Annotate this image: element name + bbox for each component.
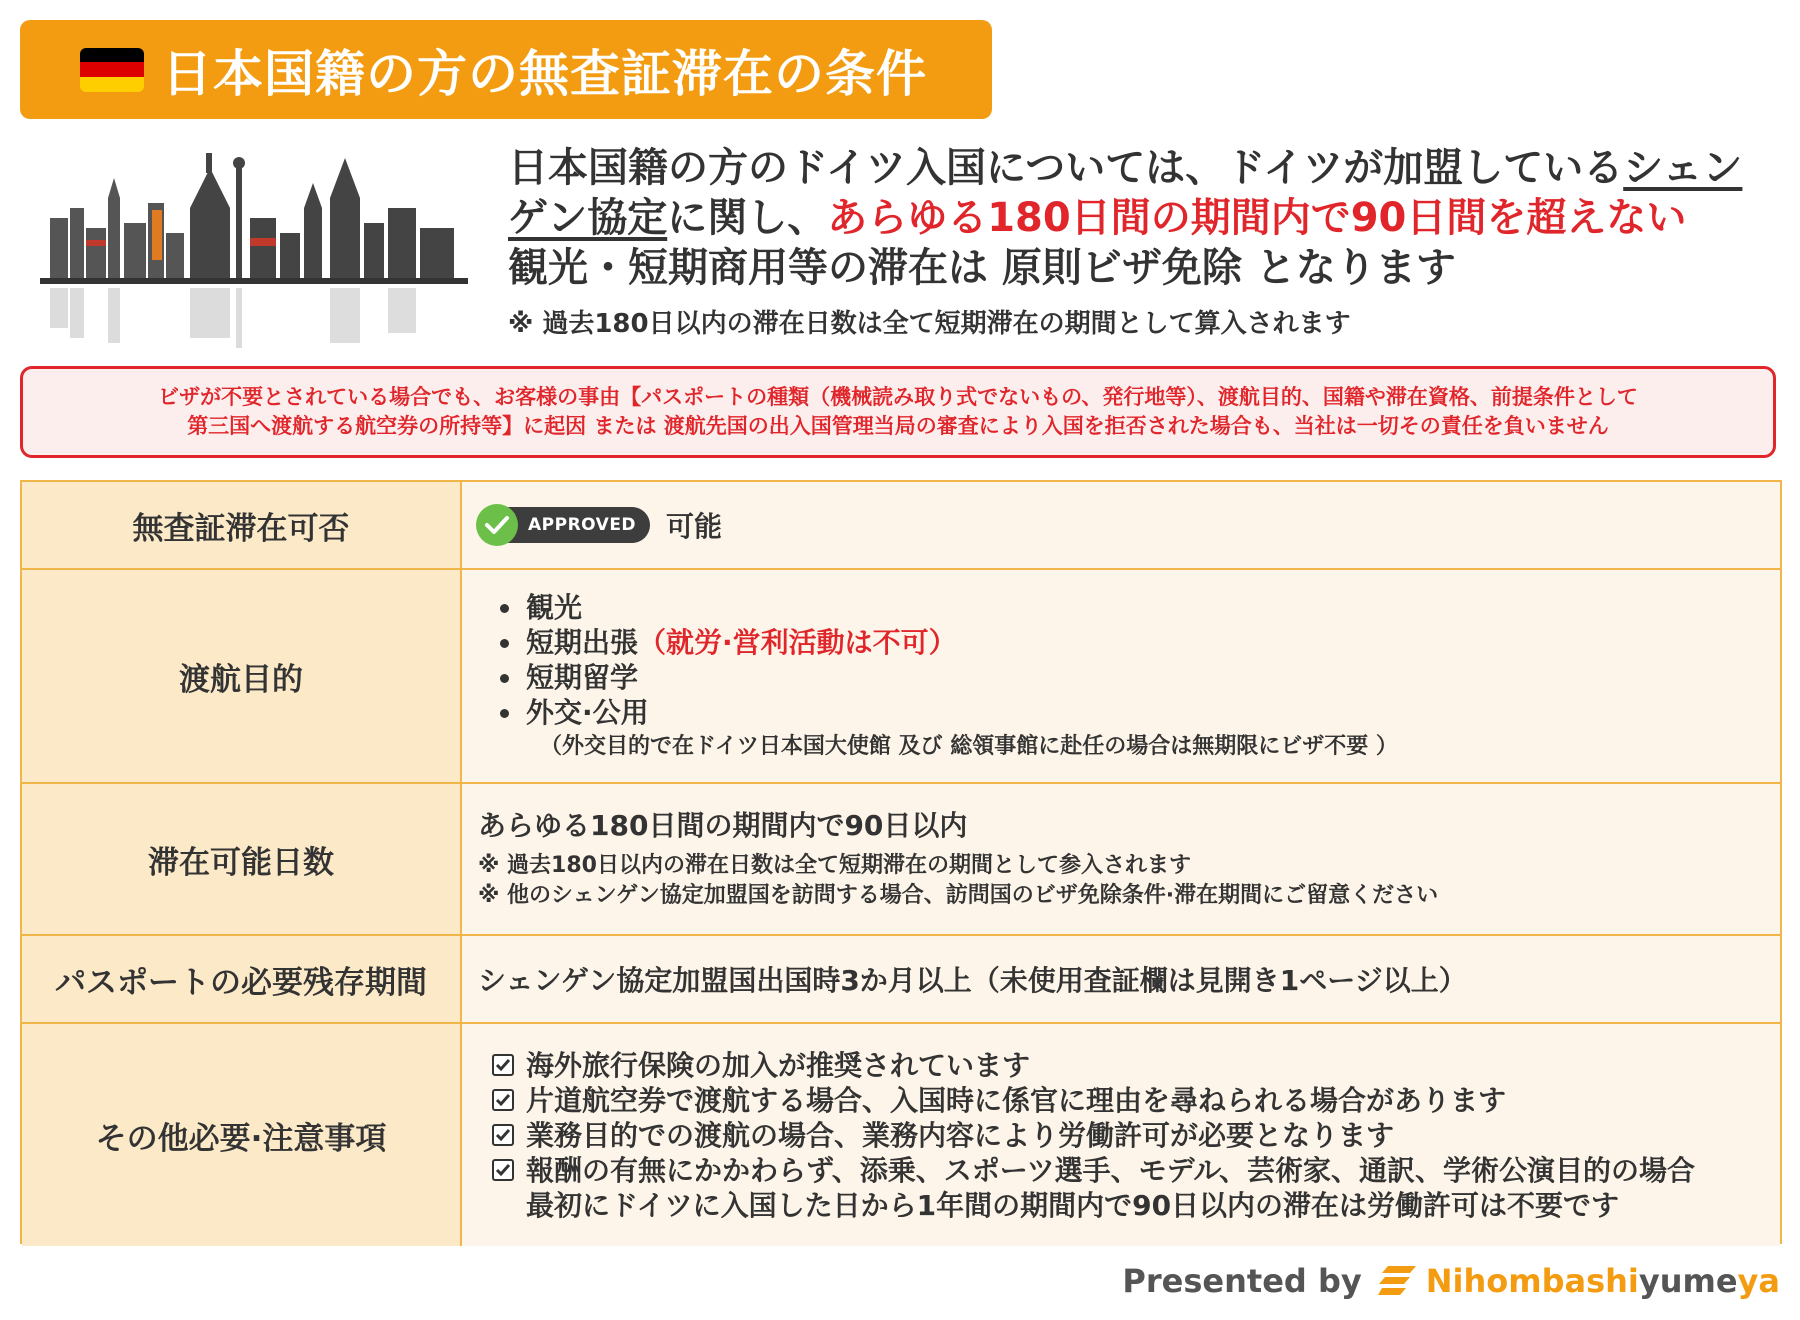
- row-value: [462, 482, 1780, 568]
- conditions-table: [20, 480, 1782, 1244]
- intro-note: ※ 過去180日以内の滞在日数は全て短期滞在の期間として算入されます: [508, 309, 1351, 339]
- checkbox-checked-icon: [492, 1054, 514, 1076]
- row-label: その他必要·注意事項: [22, 1024, 462, 1246]
- approved-badge: [478, 507, 650, 543]
- list-item: [478, 1118, 1780, 1153]
- stay-note: ※ 過去180日以内の滞在日数は全て短期滞在の期間として参入されます: [478, 853, 1191, 878]
- brand-part: Nihombashi: [1425, 1262, 1639, 1300]
- germany-flag-icon: [80, 48, 144, 92]
- intro-text: に関し、: [667, 195, 828, 241]
- disclaimer-box: [20, 366, 1776, 458]
- notes-checklist: [478, 1048, 1780, 1223]
- list-item: [478, 1188, 1780, 1223]
- note-text: 海外旅行保険の加入が推奨されています: [526, 1048, 1031, 1082]
- table-row-purpose: [22, 570, 1780, 784]
- city-skyline-illustration: [40, 138, 468, 350]
- row-value: [462, 1024, 1780, 1246]
- list-item: [478, 625, 1780, 660]
- checkbox-checked-icon: [492, 1089, 514, 1111]
- list-item: [478, 1048, 1780, 1083]
- intro-highlight: あらゆる180日間の期間内で90日間を超えない: [827, 195, 1687, 241]
- disclaimer-text: [158, 383, 1638, 441]
- list-item: [478, 695, 1780, 730]
- checkbox-checked-icon: [492, 1159, 514, 1181]
- note-text: 報酬の有無にかかわらず、添乗、スポーツ選手、モデル、芸術家、通訳、学術公演目的の場合: [526, 1153, 1696, 1187]
- row-label: 滞在可能日数: [22, 784, 462, 934]
- table-row-other: [22, 1024, 1780, 1246]
- disclaimer-line: 第三国へ渡航する航空券の所持等】に起因 または 渡航先国の出入国管理当局の審査により入国を拒否された場合も、当社は一切その責任を負いません: [187, 414, 1609, 438]
- purpose-text: 観光: [526, 591, 583, 624]
- note-continuation: 最初にドイツに入国した日から1年間の期間内で90日以内の滞在は労働許可は不要です: [526, 1188, 1620, 1222]
- table-row-stay-days: [22, 784, 1780, 936]
- check-circle-icon: [476, 504, 518, 546]
- purpose-text: 短期出張: [526, 626, 639, 659]
- intro-text: 日本国籍の方のドイツ入国については、ドイツが加盟している: [508, 145, 1624, 191]
- table-row-passport: [22, 936, 1780, 1024]
- presented-by-label: Presented by: [1122, 1262, 1362, 1300]
- checkbox-checked-icon: [492, 1124, 514, 1146]
- row-value: [462, 570, 1780, 782]
- note-text: 業務目的での渡航の場合、業務内容により労働許可が必要となります: [526, 1118, 1395, 1152]
- row-value: [462, 936, 1780, 1022]
- stay-days-value: あらゆる180日間の期間内で90日以内: [478, 809, 968, 842]
- brand-logo-icon: [1378, 1266, 1416, 1296]
- diplomatic-note: （外交目的で在ドイツ日本国大使館 及び 総領事館に赴任の場合は無期限にビザ不要 ）: [540, 734, 1398, 759]
- schengen-link-text: シェンゲン協定: [508, 145, 1743, 241]
- row-label: パスポートの必要残存期間: [22, 936, 462, 1022]
- list-item: [478, 590, 1780, 625]
- list-item: [478, 1083, 1780, 1118]
- purpose-note: （就労·営利活動は不可）: [638, 626, 957, 659]
- intro-text: 観光・短期商用等の滞在は 原則ビザ免除 となります: [508, 245, 1456, 291]
- page-title: 日本国籍の方の無査証滞在の条件: [162, 44, 927, 103]
- title-banner: [20, 20, 992, 119]
- brand-part: ya: [1737, 1262, 1780, 1300]
- approved-label: APPROVED: [528, 515, 637, 535]
- footer-credit: [1122, 1262, 1780, 1300]
- stay-note: ※ 他のシェンゲン協定加盟国を訪問する場合、訪問国のビザ免除条件·滞在期間にご留意ください: [478, 883, 1439, 908]
- passport-value: シェンゲン協定加盟国出国時3か月以上（未使用査証欄は見開き1ページ以上）: [478, 964, 1467, 997]
- visa-free-value: 可能: [666, 510, 723, 543]
- row-label: 渡航目的: [22, 570, 462, 782]
- row-value: [462, 784, 1780, 934]
- brand-name: [1426, 1262, 1780, 1300]
- intro-paragraph: [508, 143, 1780, 293]
- list-item: [478, 660, 1780, 695]
- purpose-list: [478, 590, 1780, 730]
- purpose-text: 短期留学: [526, 661, 639, 694]
- purpose-text: 外交·公用: [526, 696, 649, 729]
- list-item: [478, 1153, 1780, 1188]
- brand-part: yume: [1638, 1262, 1738, 1300]
- row-label: 無査証滞在可否: [22, 482, 462, 568]
- disclaimer-line: ビザが不要とされている場合でも、お客様の事由【パスポートの種類（機械読み取り式でないもの、発行地等）、渡航目的、国籍や滞在資格、前提条件として: [158, 385, 1638, 409]
- table-row-visa-free: [22, 482, 1780, 570]
- note-text: 片道航空券で渡航する場合、入国時に係官に理由を尋ねられる場合があります: [526, 1083, 1507, 1117]
